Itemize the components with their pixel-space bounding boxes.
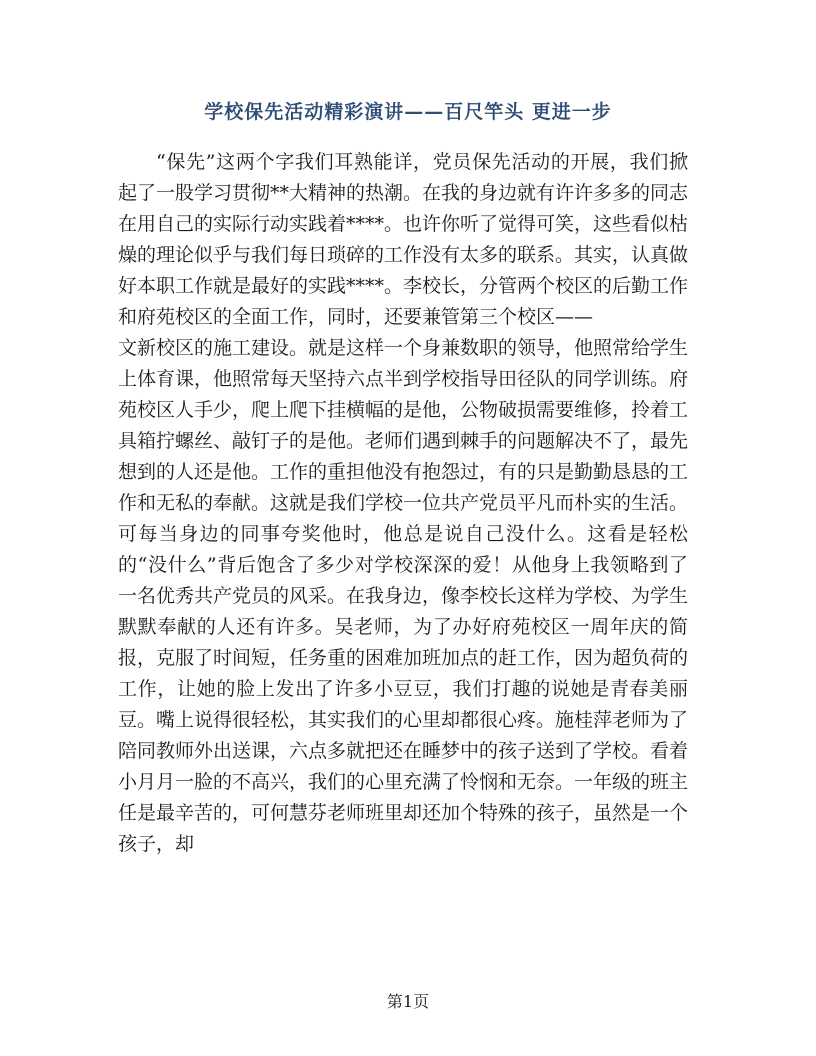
paragraph-1: “保先”这两个字我们耳熟能详，党员保先活动的开展，我们掀起了一股学习贯彻**大精神的热潮。在我的身边就有许许多多的同志在用自己的实际行动实践着****。也许你听了觉得可笑，这些看似枯燥的理论似乎与我们每日琐碎的工作没有太多的联系。其实，认真做好本职工作就是最好的实践****。李校长，分管两个校区的后勤工作和府苑校区的全面工作，同时，还要兼管第三个校区—— xyxy=(118,151,689,328)
paragraph-2: 文新校区的施工建设。就是这样一个身兼数职的领导，他照常给学生上体育课，他照常每天坚持六点半到学校指导田径队的同学训练。府苑校区人手少，爬上爬下挂横幅的是他，公物破损需要维修，拎着工具箱拧螺丝、敲钉子的是他。老师们遇到棘手的问题解决不了，最先想到的人还是他。工作的重担他没有抱怨过，有的只是勤勤恳恳的工作和无私的奉献。这就是我们学校一位共产党员平凡而朴实的生活。可每当身边的同事夸奖他时，他总是说自己没什么。这看是轻松的“没什么”背后饱含了多少对学校深深的爱！从他身上我领略到了一名优秀共产党员的风采。在我身边，像李校长这样为学校、为学生默默奉献的人还有许多。吴老师，为了办好府苑校区一周年庆的简报，克服了时间短，任务重的困难加班加点的赶工作，因为超负荷的工作，让她的脸上发出了许多小豆豆，我们打趣的说她是青春美丽豆。嘴上说得很轻松，其实我们的心里却都很心疼。施桂萍老师为了陪同教师外出送课，六点多就把还在睡梦中的孩子送到了学校。看着小月月一脸的不高兴，我们的心里充满了怜悯和无奈。一年级的班主任是最辛苦的，可何慧芬老师班里却还加个特殊的孩子，虽然是一个孩子，却 xyxy=(118,337,689,855)
document-body xyxy=(118,147,688,860)
page-number: 第1页 xyxy=(386,992,430,1011)
document-title: 学校保先活动精彩演讲——百尺竿头 更进一步 xyxy=(204,101,612,123)
